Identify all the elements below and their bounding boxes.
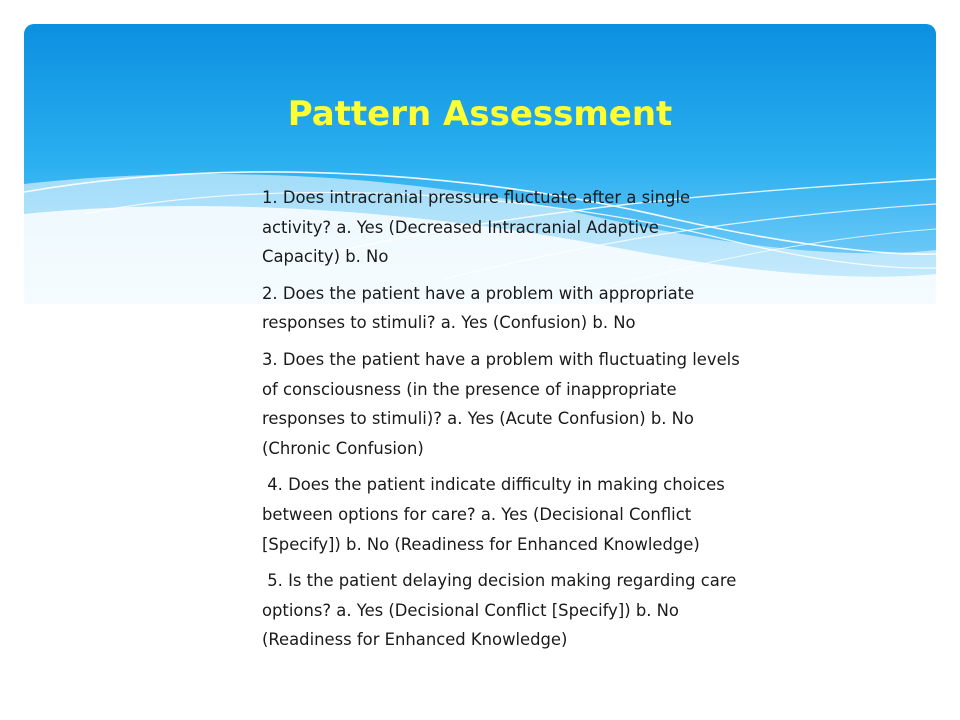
list-item: 1. Does intracranial pressure fluctuate after a single activity? a. Yes (Decreased Intracranial Adaptive Capacity) b. No	[262, 188, 696, 267]
list-item: 5. Is the patient delaying decision making regarding care options? a. Yes (Decisional Conflict [Specify]) b. No (Readiness for Enhanced Knowledge)	[262, 571, 742, 650]
slide-title: Pattern Assessment	[287, 94, 673, 134]
list-item: 3. Does the patient have a problem with fluctuating levels of consciousness (in the presence of inappropriate responses to stimuli)? a. Yes (Acute Confusion) b. No (Chronic Confusion)	[262, 349, 745, 458]
list-item: 4. Does the patient indicate difficulty in making choices between options for care? a. Yes (Decisional Conflict [Specify]) b. No (Readiness for Enhanced Knowledge)	[262, 475, 731, 554]
list-item: 2. Does the patient have a problem with appropriate responses to stimuli? a. Yes (Confusion) b. No	[262, 283, 700, 333]
assessment-question-list	[262, 183, 745, 662]
